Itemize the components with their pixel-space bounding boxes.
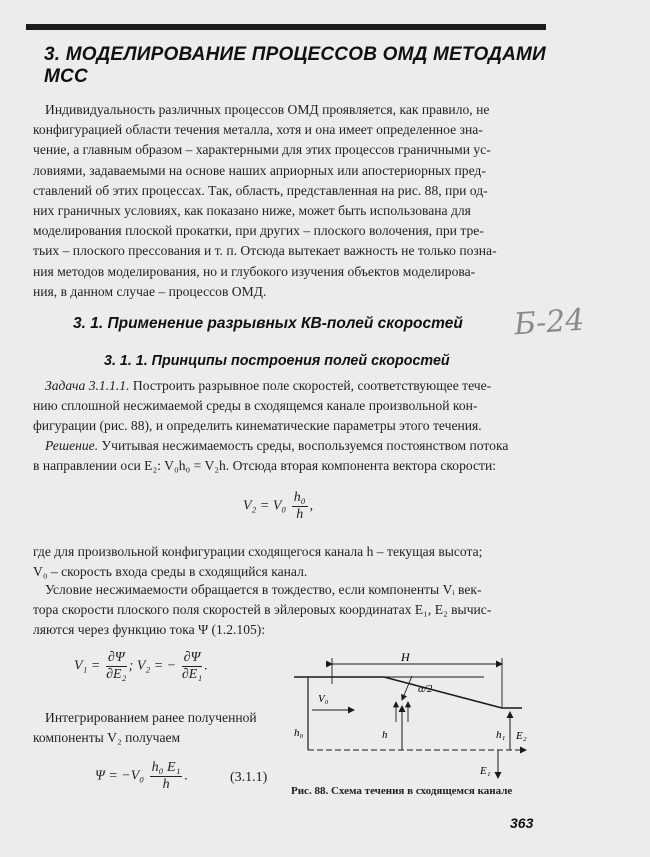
text-line: тора скорости плоского поля скоростей в эйлеровых координатах E₁, E₂ вычис- <box>33 602 492 618</box>
formula-lhs: V₂ = V₀ <box>243 498 287 514</box>
text-line: конфигурацией области течения металла, хотя и она имеет определенное зна- <box>33 122 483 138</box>
fraction <box>182 650 203 683</box>
handwritten-note: Б-24 <box>512 302 586 343</box>
text-line <box>33 376 539 396</box>
formula-stream-function <box>74 650 208 683</box>
formula-end: . <box>184 768 188 784</box>
top-rule <box>26 24 546 30</box>
text-line: чение, а главным образом – характерными для этих процессов граничными ус- <box>33 142 491 158</box>
solution-paragraph <box>33 436 539 476</box>
label-H: H <box>401 650 410 664</box>
text-line: ловиями, задаваемыми на основе наших априорных или апостериорных пред- <box>33 162 486 178</box>
solution-label: Решение. <box>45 438 99 453</box>
fraction <box>292 490 308 523</box>
text-line: Индивидуальность различных процессов ОМД проявляется, как правило, не <box>45 102 490 117</box>
text-line: ния, в данном случае – процессов ОМД. <box>33 283 267 299</box>
text-line: ния методов моделирования, но и глубокого изучения объектов моделирова- <box>33 263 476 279</box>
text-line <box>33 436 539 456</box>
fraction-numerator: ∂Ψ <box>183 650 201 665</box>
fraction-denominator: ∂E₂ <box>106 667 127 682</box>
definition-paragraph <box>33 542 539 582</box>
formula-separator: ; <box>128 658 134 674</box>
sloped-wall <box>384 677 502 708</box>
section-title: 3. 1. Применение разрывных КВ-полей скоростей <box>73 315 463 332</box>
label-h0: h₀ <box>294 727 304 739</box>
text-line: нию сплошной несжимаемой среды в сходящемся канале произвольной кон- <box>33 398 478 414</box>
formula-end: . <box>204 658 208 674</box>
figure-converging-channel <box>284 650 529 785</box>
label-V0: V₀ <box>318 693 329 705</box>
fraction-denominator: h <box>296 507 304 522</box>
label-alpha: α/2 <box>418 683 433 695</box>
formula-lhs: Ψ = −V₀ <box>95 768 145 784</box>
formula-v1: V₁ = <box>74 658 101 674</box>
text-line: моделирования плоской прокатки, при других – плоского волочения, при тре- <box>33 223 484 239</box>
label-E1: E₁ <box>480 765 491 777</box>
alpha-pointer <box>402 676 412 700</box>
equation-number: (3.1.1) <box>230 770 268 785</box>
label-h1: h₁ <box>496 729 506 741</box>
text-line: ляются через функцию тока Ψ (1.2.105): <box>33 622 266 638</box>
fraction-numerator: ∂Ψ <box>107 650 125 665</box>
fraction-denominator: h <box>162 777 170 792</box>
fraction-numerator: h₀ <box>293 490 306 505</box>
formula-v2-lhs: V₂ = − <box>136 658 177 674</box>
text-line: Условие несжимаемости обращается в тождество, если компоненты Vᵢ век- <box>45 582 482 597</box>
fraction <box>106 650 127 683</box>
figure-caption: Рис. 88. Схема течения в сходящемся канале <box>291 785 513 797</box>
task-paragraph <box>33 376 539 437</box>
text-line: фигурации (рис. 88), и определить кинематические параметры этого течения. <box>33 418 482 434</box>
label-h: h <box>382 729 388 741</box>
subsection-title: 3. 1. 1. Принципы построения полей скоростей <box>104 353 450 369</box>
fraction <box>150 760 183 793</box>
text-line: где для произвольной конфигурации сходящегося канала h – текущая высота; <box>33 544 483 559</box>
fraction-numerator: h₀ E₁ <box>151 760 181 775</box>
formula-psi <box>95 760 188 793</box>
incompressibility-paragraph <box>33 580 539 641</box>
chapter-title: 3. МОДЕЛИРОВАНИЕ ПРОЦЕССОВ ОМД МЕТОДАМИ МСС <box>44 44 546 87</box>
text-line: них граничных условиях, как показано ниже, может быть использована для <box>33 203 471 219</box>
text-line: Интегрированием ранее полученной <box>45 710 257 725</box>
page-number: 363 <box>510 815 534 831</box>
label-E2: E₂ <box>516 730 527 742</box>
text-line: V₀ – скорость входа среды в сходящийся канал. <box>33 564 308 580</box>
integration-paragraph <box>33 708 273 748</box>
task-label: Задача 3.1.1.1. <box>45 378 130 393</box>
intro-paragraph <box>33 100 539 302</box>
formula-v2 <box>243 490 313 523</box>
text-line: ставлений об этих процессах. Так, область, представленная на рис. 88, при од- <box>33 182 488 198</box>
formula-tail: , <box>309 498 314 514</box>
fraction-denominator: ∂E₁ <box>181 667 203 682</box>
text-line: компоненты V₂ получаем <box>33 730 181 746</box>
text-line: в направлении оси E₂: V₀h₀ = V₂h. Отсюда вторая компонента вектора скорости: <box>33 458 497 474</box>
task-text: Построить разрывное поле скоростей, соответствующее тече- <box>129 378 492 393</box>
solution-text: Учитывая несжимаемость среды, воспользуемся постоянством потока <box>98 438 509 453</box>
text-line: тьих – плоского прессования и т. п. Отсюда вытекает важность не только позна- <box>33 243 497 259</box>
